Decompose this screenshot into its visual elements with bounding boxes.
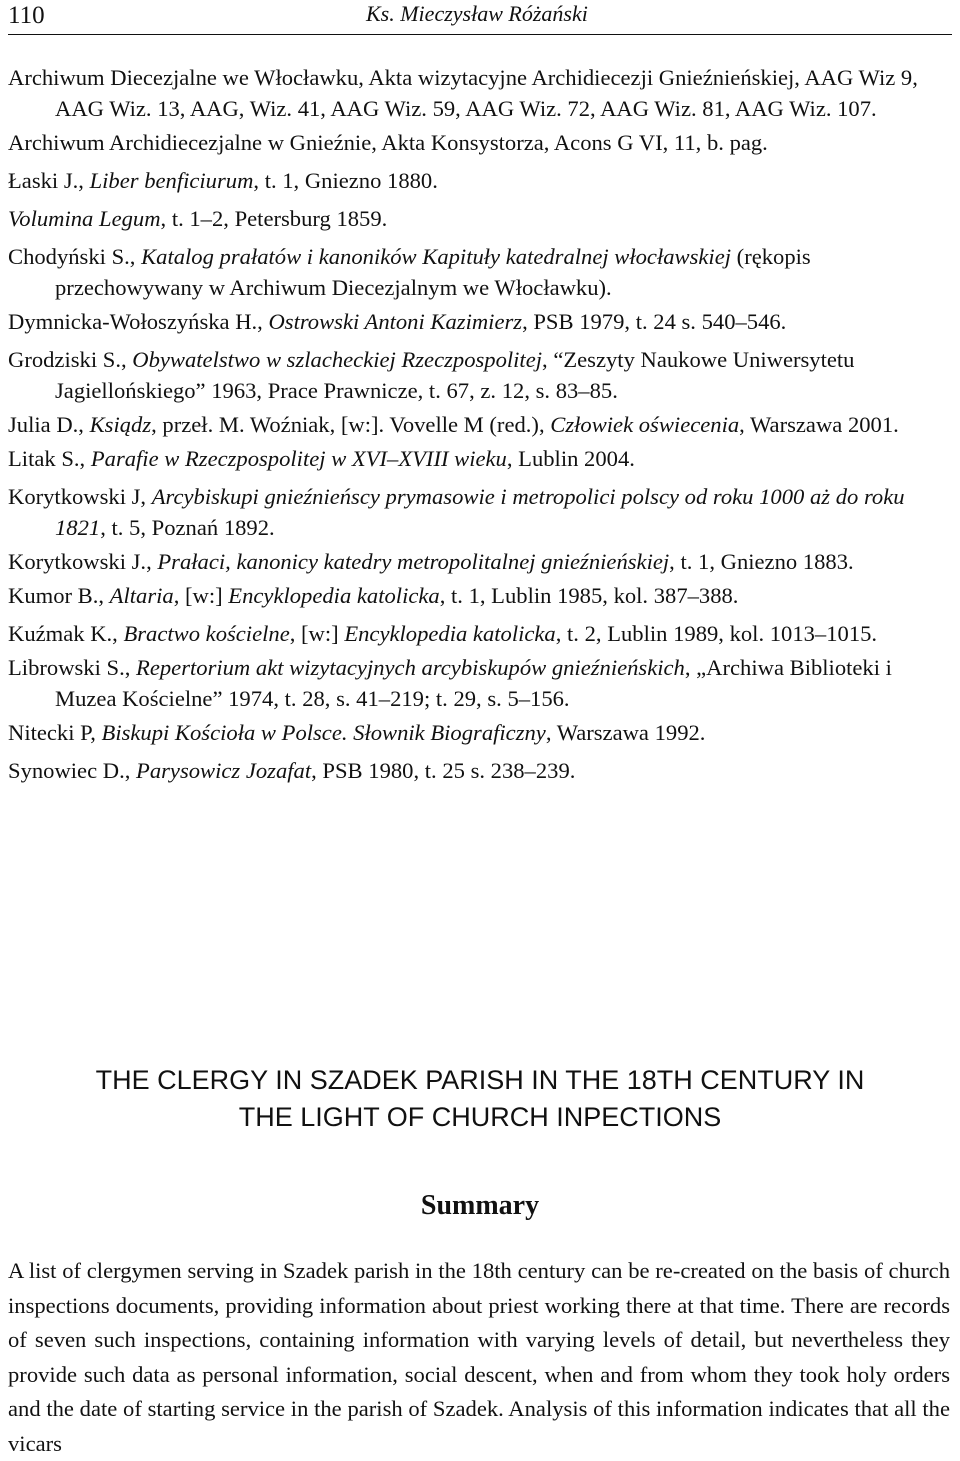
entry-title-italic: Parysowicz Jozafat: [136, 758, 312, 783]
bibliography-entry: [8, 241, 952, 303]
entry-text: , [w:]: [289, 621, 345, 646]
entry-text: , t. 5, Poznań 1892.: [100, 515, 275, 540]
header-rule: [8, 34, 952, 35]
entry-text: , “Zeszyty Naukowe Uniwersytetu Jagiellońskiego” 1963, Prace Prawnicze, t. 67, z. 12, s. 83–85.: [55, 347, 855, 403]
entry-text: , PSB 1980, t. 25 s. 238–239.: [311, 758, 576, 783]
entry-title-italic: Liber benficiurum: [89, 168, 254, 193]
entry-title-italic: Parafie w Rzeczpospolitej w XVI–XVIII wieku: [90, 446, 507, 471]
bibliography-entry: [8, 618, 952, 649]
entry-title-italic: Arcybiskupi gnieźnieńscy prymasowie i metropolici polscy od roku 1000 aż do roku 1821: [55, 484, 905, 540]
entry-text: , [w:]: [173, 583, 229, 608]
summary-heading: Summary: [420, 1190, 540, 1221]
entry-title-italic: Repertorium akt wizytacyjnych arcybiskupów gnieźnieńskich: [136, 655, 685, 680]
entry-title-italic: Ostrowski Antoni Kazimierz: [268, 309, 523, 334]
bibliography-entry: [8, 546, 952, 577]
entry-text: Grodziski S.,: [8, 347, 133, 372]
entry-text: Chodyński S.,: [8, 244, 142, 269]
bibliography-entry: [8, 127, 952, 158]
entry-text: , t. 1, Gniezno 1883.: [669, 549, 854, 574]
bibliography-entry: [8, 443, 952, 474]
entry-title-italic: Bractwo kościelne: [123, 621, 290, 646]
entry-text: Librowski S.,: [8, 655, 137, 680]
title-line: THE LIGHT OF CHURCH INPECTIONS: [238, 1102, 722, 1132]
bibliography-entry: [8, 165, 952, 196]
entry-title-italic: Człowiek oświecenia: [550, 412, 740, 437]
entry-text: Korytkowski J,: [8, 484, 152, 509]
entry-title-italic: Ksiądz: [89, 412, 152, 437]
bibliography-entry: [8, 717, 952, 748]
title-line: THE CLERGY IN SZADEK PARISH IN THE 18TH CENTURY IN: [95, 1065, 865, 1095]
bibliography-entry: [8, 306, 952, 337]
bibliography-entry: [8, 344, 952, 406]
entry-title-italic: Prałaci, kanonicy katedry metropolitalnej gnieźnieńskiej: [157, 549, 670, 574]
entry-text: Dymnicka-Wołoszyńska H.,: [8, 309, 269, 334]
bibliography-entry: [8, 755, 952, 786]
entry-title-italic: Encyklopedia katolicka: [228, 583, 440, 608]
entry-text: , przeł. M. Woźniak, [w:]. Vovelle M (red.),: [151, 412, 551, 437]
bibliography-entry: [8, 580, 952, 611]
entry-title-italic: Katalog prałatów i kanoników Kapituły katedralnej włocławskiej: [141, 244, 732, 269]
entry-text: Archiwum Archidiecezjalne w Gnieźnie, Akta Konsystorza, Acons G VI, 11, b. pag.: [8, 130, 768, 155]
entry-text: Kumor B.,: [8, 583, 110, 608]
entry-title-italic: Obywatelstwo w szlacheckiej Rzeczpospolitej: [132, 347, 543, 372]
entry-title-italic: Volumina Legum: [8, 206, 161, 231]
bibliography-entry: [8, 62, 952, 124]
running-head-author: Ks. Mieczysław Różański: [366, 1, 588, 26]
entry-text: , t. 2, Lublin 1989, kol. 1013–1015.: [555, 621, 878, 646]
entry-text: Julia D.,: [8, 412, 90, 437]
entry-text: Nitecki P,: [8, 720, 102, 745]
entry-title-italic: Altaria: [109, 583, 174, 608]
page-number: 110: [8, 2, 45, 29]
entry-text: Synowiec D.,: [8, 758, 137, 783]
entry-text: , Warszawa 1992.: [545, 720, 706, 745]
summary-paragraph: A list of clergymen serving in Szadek parish in the 18th century can be re-created on the basis of church inspections documents, providing information about priest working there at that time. There are records of seven such inspections, containing information with varying levels of detail, but nevertheless they provide such data as personal information, social descent, when and from whom they took holy orders and the date of starting service in the parish of Szadek. Analysis of this information indicates that all the vicars: [8, 1258, 950, 1456]
entry-text: Archiwum Diecezjalne we Włocławku, Akta wizytacyjne Archidiecezji Gnieźnieńskiej, AAG Wiz 9, AAG Wiz. 13, AAG, Wiz. 41, AAG Wiz. 59, AAG Wiz. 72, AAG Wiz. 81, AAG Wiz. 107.: [8, 65, 918, 121]
running-header: [8, 0, 952, 36]
entry-text: , PSB 1979, t. 24 s. 540–546.: [522, 309, 787, 334]
entry-text: Łaski J.,: [8, 168, 90, 193]
entry-text: Litak S.,: [8, 446, 91, 471]
bibliography-entry: [8, 481, 952, 543]
entry-text: (rękopis przechowywany w Archiwum Diecezjalnym we Włocławku).: [55, 244, 811, 300]
entry-title-italic: Biskupi Kościoła w Polsce. Słownik Biograficzny: [101, 720, 546, 745]
bibliography-entry: [8, 409, 952, 440]
entry-title-italic: Encyklopedia katolicka: [344, 621, 556, 646]
entry-text: , Lublin 2004.: [506, 446, 635, 471]
article-title-english: [8, 1062, 952, 1136]
entry-text: Korytkowski J.,: [8, 549, 158, 574]
bibliography-entry: [8, 652, 952, 714]
entry-text: , „Archiwa Biblioteki i Muzea Kościelne” 1974, t. 28, s. 41–219; t. 29, s. 5–156.: [55, 655, 892, 711]
bibliography-list: [8, 62, 952, 793]
entry-text: , Warszawa 2001.: [739, 412, 899, 437]
entry-text: Kuźmak K.,: [8, 621, 124, 646]
bibliography-entry: [8, 203, 952, 234]
entry-text: , t. 1, Gniezno 1880.: [253, 168, 438, 193]
entry-text: , t. 1, Lublin 1985, kol. 387–388.: [439, 583, 739, 608]
entry-text: , t. 1–2, Petersburg 1859.: [160, 206, 388, 231]
